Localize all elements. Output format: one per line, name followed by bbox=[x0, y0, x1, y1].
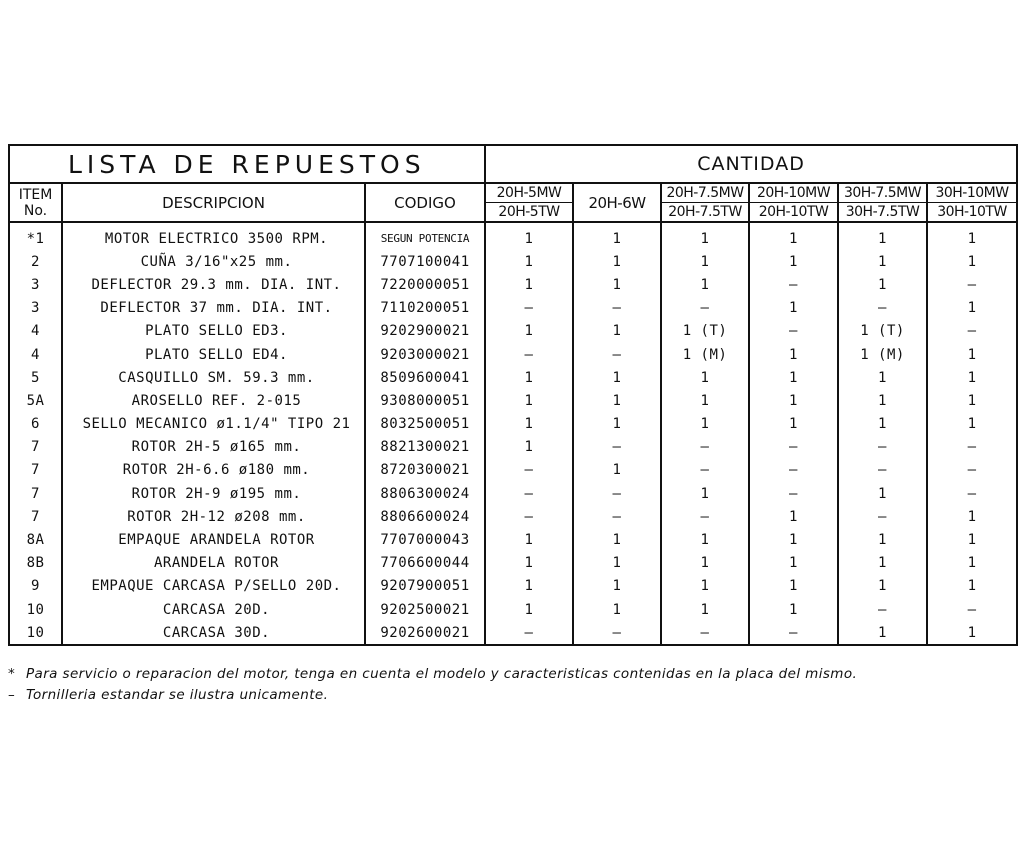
quantity-cell: 1 bbox=[749, 552, 838, 575]
footnote-mark: – bbox=[8, 687, 16, 703]
model-header-bottom: 30H-7.5TW bbox=[838, 203, 927, 223]
quantity-cell: – bbox=[485, 343, 573, 366]
footnote-mark: * bbox=[8, 666, 16, 682]
item-cell: 2 bbox=[9, 250, 62, 273]
quantity-cell: 1 bbox=[927, 575, 1017, 598]
quantity-cell: – bbox=[749, 436, 838, 459]
table-row bbox=[9, 621, 1017, 645]
model-header-top: 30H-10MW bbox=[927, 183, 1017, 203]
cantidad-header: CANTIDAD bbox=[485, 145, 1017, 183]
item-cell: 7 bbox=[9, 436, 62, 459]
quantity-cell: 1 bbox=[573, 389, 661, 412]
code-cell: 9203000021 bbox=[365, 343, 485, 366]
item-cell: 7 bbox=[9, 459, 62, 482]
model-header-top: 20H-7.5MW bbox=[661, 183, 749, 203]
item-cell: 10 bbox=[9, 621, 62, 645]
parts-rows bbox=[9, 222, 1017, 645]
item-cell: 6 bbox=[9, 413, 62, 436]
quantity-cell: 1 bbox=[573, 552, 661, 575]
quantity-cell: 1 bbox=[838, 273, 927, 296]
code-cell: 8806600024 bbox=[365, 505, 485, 528]
quantity-cell: – bbox=[838, 505, 927, 528]
quantity-cell: – bbox=[749, 273, 838, 296]
quantity-cell: 1 bbox=[838, 621, 927, 645]
quantity-cell: 1 bbox=[749, 528, 838, 551]
quantity-cell: 1 bbox=[573, 413, 661, 436]
code-cell: 7706600044 bbox=[365, 552, 485, 575]
footnotes bbox=[8, 664, 1020, 706]
quantity-cell: 1 bbox=[573, 320, 661, 343]
table-row bbox=[9, 222, 1017, 250]
quantity-cell: 1 bbox=[485, 413, 573, 436]
quantity-cell: 1 bbox=[749, 343, 838, 366]
description-cell: MOTOR ELECTRICO 3500 RPM. bbox=[62, 222, 365, 250]
quantity-cell: 1 bbox=[838, 250, 927, 273]
quantity-cell: 1 bbox=[573, 459, 661, 482]
description-cell: ROTOR 2H-12 ø208 mm. bbox=[62, 505, 365, 528]
item-cell: 8B bbox=[9, 552, 62, 575]
quantity-cell: – bbox=[927, 273, 1017, 296]
table-row bbox=[9, 343, 1017, 366]
quantity-cell: 1 bbox=[749, 598, 838, 621]
quantity-cell: – bbox=[573, 436, 661, 459]
quantity-cell: – bbox=[749, 482, 838, 505]
quantity-cell: – bbox=[661, 459, 749, 482]
item-cell: 5A bbox=[9, 389, 62, 412]
quantity-cell: – bbox=[838, 459, 927, 482]
table-row bbox=[9, 413, 1017, 436]
description-cell: PLATO SELLO ED3. bbox=[62, 320, 365, 343]
description-cell: DEFLECTOR 37 mm. DIA. INT. bbox=[62, 297, 365, 320]
item-no-label: ITEM No. bbox=[18, 186, 53, 219]
item-cell: 7 bbox=[9, 505, 62, 528]
item-cell: 4 bbox=[9, 343, 62, 366]
descripcion-header: DESCRIPCION bbox=[62, 183, 365, 222]
code-cell: 7220000051 bbox=[365, 273, 485, 296]
item-cell: 4 bbox=[9, 320, 62, 343]
quantity-cell: – bbox=[661, 505, 749, 528]
table-row bbox=[9, 273, 1017, 296]
table-row bbox=[9, 575, 1017, 598]
model-header-bottom: 20H-7.5TW bbox=[661, 203, 749, 223]
quantity-cell: 1 bbox=[661, 222, 749, 250]
quantity-cell: 1 bbox=[661, 366, 749, 389]
quantity-cell: 1 bbox=[749, 575, 838, 598]
quantity-cell: 1 bbox=[749, 297, 838, 320]
quantity-cell: – bbox=[573, 482, 661, 505]
quantity-cell: – bbox=[573, 621, 661, 645]
table-row bbox=[9, 320, 1017, 343]
quantity-cell: 1 bbox=[927, 621, 1017, 645]
quantity-cell: – bbox=[485, 621, 573, 645]
quantity-cell: – bbox=[661, 297, 749, 320]
item-cell: 3 bbox=[9, 297, 62, 320]
description-cell: DEFLECTOR 29.3 mm. DIA. INT. bbox=[62, 273, 365, 296]
quantity-cell: 1 bbox=[749, 505, 838, 528]
quantity-cell: – bbox=[485, 505, 573, 528]
description-cell: EMPAQUE ARANDELA ROTOR bbox=[62, 528, 365, 551]
quantity-cell: 1 bbox=[927, 343, 1017, 366]
quantity-cell: 1 bbox=[661, 250, 749, 273]
table-row bbox=[9, 366, 1017, 389]
quantity-cell: 1 bbox=[573, 273, 661, 296]
quantity-cell: – bbox=[485, 297, 573, 320]
table-row bbox=[9, 505, 1017, 528]
table-row bbox=[9, 482, 1017, 505]
quantity-cell: 1 bbox=[661, 528, 749, 551]
footnote bbox=[8, 664, 1020, 685]
quantity-cell: 1 (T) bbox=[661, 320, 749, 343]
quantity-cell: – bbox=[749, 459, 838, 482]
item-no-header bbox=[9, 183, 62, 222]
quantity-cell: 1 bbox=[927, 222, 1017, 250]
model-header-top: 20H-10MW bbox=[749, 183, 838, 203]
item-cell: 5 bbox=[9, 366, 62, 389]
table-title: LISTA DE REPUESTOS bbox=[9, 145, 485, 183]
quantity-cell: 1 bbox=[749, 389, 838, 412]
quantity-cell: – bbox=[838, 297, 927, 320]
quantity-cell: 1 bbox=[573, 222, 661, 250]
table-row bbox=[9, 250, 1017, 273]
quantity-cell: 1 bbox=[927, 505, 1017, 528]
code-cell: 9202500021 bbox=[365, 598, 485, 621]
table-row bbox=[9, 552, 1017, 575]
quantity-cell: 1 (T) bbox=[838, 320, 927, 343]
quantity-cell: 1 (M) bbox=[838, 343, 927, 366]
quantity-cell: 1 bbox=[485, 598, 573, 621]
item-cell: 10 bbox=[9, 598, 62, 621]
model-header-top: 30H-7.5MW bbox=[838, 183, 927, 203]
quantity-cell: 1 bbox=[749, 413, 838, 436]
quantity-cell: 1 bbox=[485, 222, 573, 250]
description-cell: PLATO SELLO ED4. bbox=[62, 343, 365, 366]
quantity-cell: 1 bbox=[838, 413, 927, 436]
quantity-cell: 1 bbox=[485, 528, 573, 551]
quantity-cell: 1 bbox=[838, 575, 927, 598]
quantity-cell: 1 bbox=[661, 273, 749, 296]
quantity-cell: 1 bbox=[661, 389, 749, 412]
footnote-text: Para servicio o reparacion del motor, tenga en cuenta el modelo y caracteristicas contenidas en la placa del mismo. bbox=[26, 666, 858, 682]
quantity-cell: 1 bbox=[485, 250, 573, 273]
description-cell: ROTOR 2H-9 ø195 mm. bbox=[62, 482, 365, 505]
code-cell: 7707000043 bbox=[365, 528, 485, 551]
quantity-cell: 1 bbox=[927, 413, 1017, 436]
table-row bbox=[9, 528, 1017, 551]
quantity-cell: 1 bbox=[927, 528, 1017, 551]
code-cell: 8806300024 bbox=[365, 482, 485, 505]
quantity-cell: 1 bbox=[838, 552, 927, 575]
quantity-cell: – bbox=[661, 621, 749, 645]
quantity-cell: 1 bbox=[661, 575, 749, 598]
quantity-cell: – bbox=[838, 598, 927, 621]
item-cell: 3 bbox=[9, 273, 62, 296]
description-cell: EMPAQUE CARCASA P/SELLO 20D. bbox=[62, 575, 365, 598]
quantity-cell: – bbox=[749, 621, 838, 645]
quantity-cell: – bbox=[573, 297, 661, 320]
quantity-cell: 1 bbox=[927, 366, 1017, 389]
code-cell: 8720300021 bbox=[365, 459, 485, 482]
table-row bbox=[9, 436, 1017, 459]
description-cell: CARCASA 20D. bbox=[62, 598, 365, 621]
model-header: 20H-6W bbox=[573, 183, 661, 222]
quantity-cell: 1 bbox=[573, 528, 661, 551]
description-cell: CUÑA 3/16"x25 mm. bbox=[62, 250, 365, 273]
quantity-cell: – bbox=[927, 459, 1017, 482]
description-cell: ROTOR 2H-6.6 ø180 mm. bbox=[62, 459, 365, 482]
quantity-cell: 1 bbox=[485, 389, 573, 412]
quantity-cell: 1 bbox=[838, 528, 927, 551]
item-cell: 7 bbox=[9, 482, 62, 505]
description-cell: CASQUILLO SM. 59.3 mm. bbox=[62, 366, 365, 389]
quantity-cell: – bbox=[573, 505, 661, 528]
quantity-cell: 1 bbox=[927, 250, 1017, 273]
quantity-cell: 1 bbox=[838, 222, 927, 250]
quantity-cell: 1 bbox=[838, 482, 927, 505]
quantity-cell: 1 bbox=[485, 366, 573, 389]
quantity-cell: 1 bbox=[485, 436, 573, 459]
code-cell: SEGUN POTENCIA bbox=[365, 222, 485, 250]
quantity-cell: – bbox=[485, 459, 573, 482]
quantity-cell: – bbox=[749, 320, 838, 343]
code-cell: 8821300021 bbox=[365, 436, 485, 459]
quantity-cell: 1 bbox=[661, 552, 749, 575]
quantity-cell: 1 bbox=[485, 273, 573, 296]
quantity-cell: – bbox=[927, 598, 1017, 621]
quantity-cell: 1 bbox=[927, 297, 1017, 320]
quantity-cell: 1 bbox=[749, 366, 838, 389]
quantity-cell: – bbox=[661, 436, 749, 459]
description-cell: SELLO MECANICO ø1.1/4" TIPO 21 bbox=[62, 413, 365, 436]
quantity-cell: 1 (M) bbox=[661, 343, 749, 366]
code-cell: 7110200051 bbox=[365, 297, 485, 320]
quantity-cell: 1 bbox=[485, 552, 573, 575]
model-header-bottom: 20H-5TW bbox=[485, 203, 573, 223]
codigo-header: CODIGO bbox=[365, 183, 485, 222]
quantity-cell: 1 bbox=[661, 413, 749, 436]
model-header-top: 20H-5MW bbox=[485, 183, 573, 203]
footnote bbox=[8, 685, 1020, 706]
table-row bbox=[9, 389, 1017, 412]
quantity-cell: – bbox=[485, 482, 573, 505]
quantity-cell: 1 bbox=[661, 598, 749, 621]
quantity-cell: – bbox=[927, 482, 1017, 505]
table-row bbox=[9, 598, 1017, 621]
quantity-cell: – bbox=[573, 343, 661, 366]
quantity-cell: 1 bbox=[749, 222, 838, 250]
description-cell: ARANDELA ROTOR bbox=[62, 552, 365, 575]
parts-list-table bbox=[8, 144, 1018, 646]
item-cell: 8A bbox=[9, 528, 62, 551]
code-cell: 8032500051 bbox=[365, 413, 485, 436]
quantity-cell: – bbox=[927, 436, 1017, 459]
quantity-cell: 1 bbox=[927, 389, 1017, 412]
quantity-cell: 1 bbox=[573, 250, 661, 273]
quantity-cell: 1 bbox=[485, 320, 573, 343]
quantity-cell: 1 bbox=[661, 482, 749, 505]
code-cell: 9202600021 bbox=[365, 621, 485, 645]
quantity-cell: 1 bbox=[485, 575, 573, 598]
description-cell: ROTOR 2H-5 ø165 mm. bbox=[62, 436, 365, 459]
quantity-cell: 1 bbox=[838, 366, 927, 389]
footnote-text: Tornilleria estandar se ilustra unicamente. bbox=[26, 687, 329, 703]
quantity-cell: 1 bbox=[749, 250, 838, 273]
quantity-cell: 1 bbox=[573, 575, 661, 598]
table-row bbox=[9, 459, 1017, 482]
table-row bbox=[9, 297, 1017, 320]
code-cell: 9308000051 bbox=[365, 389, 485, 412]
code-cell: 9207900051 bbox=[365, 575, 485, 598]
code-cell: 8509600041 bbox=[365, 366, 485, 389]
item-cell: *1 bbox=[9, 222, 62, 250]
code-cell: 7707100041 bbox=[365, 250, 485, 273]
quantity-cell: 1 bbox=[573, 366, 661, 389]
quantity-cell: 1 bbox=[927, 552, 1017, 575]
quantity-cell: – bbox=[927, 320, 1017, 343]
description-cell: AROSELLO REF. 2-015 bbox=[62, 389, 365, 412]
quantity-cell: – bbox=[838, 436, 927, 459]
description-cell: CARCASA 30D. bbox=[62, 621, 365, 645]
item-cell: 9 bbox=[9, 575, 62, 598]
code-cell: 9202900021 bbox=[365, 320, 485, 343]
model-header-bottom: 20H-10TW bbox=[749, 203, 838, 223]
model-header-bottom: 30H-10TW bbox=[927, 203, 1017, 223]
quantity-cell: 1 bbox=[838, 389, 927, 412]
quantity-cell: 1 bbox=[573, 598, 661, 621]
